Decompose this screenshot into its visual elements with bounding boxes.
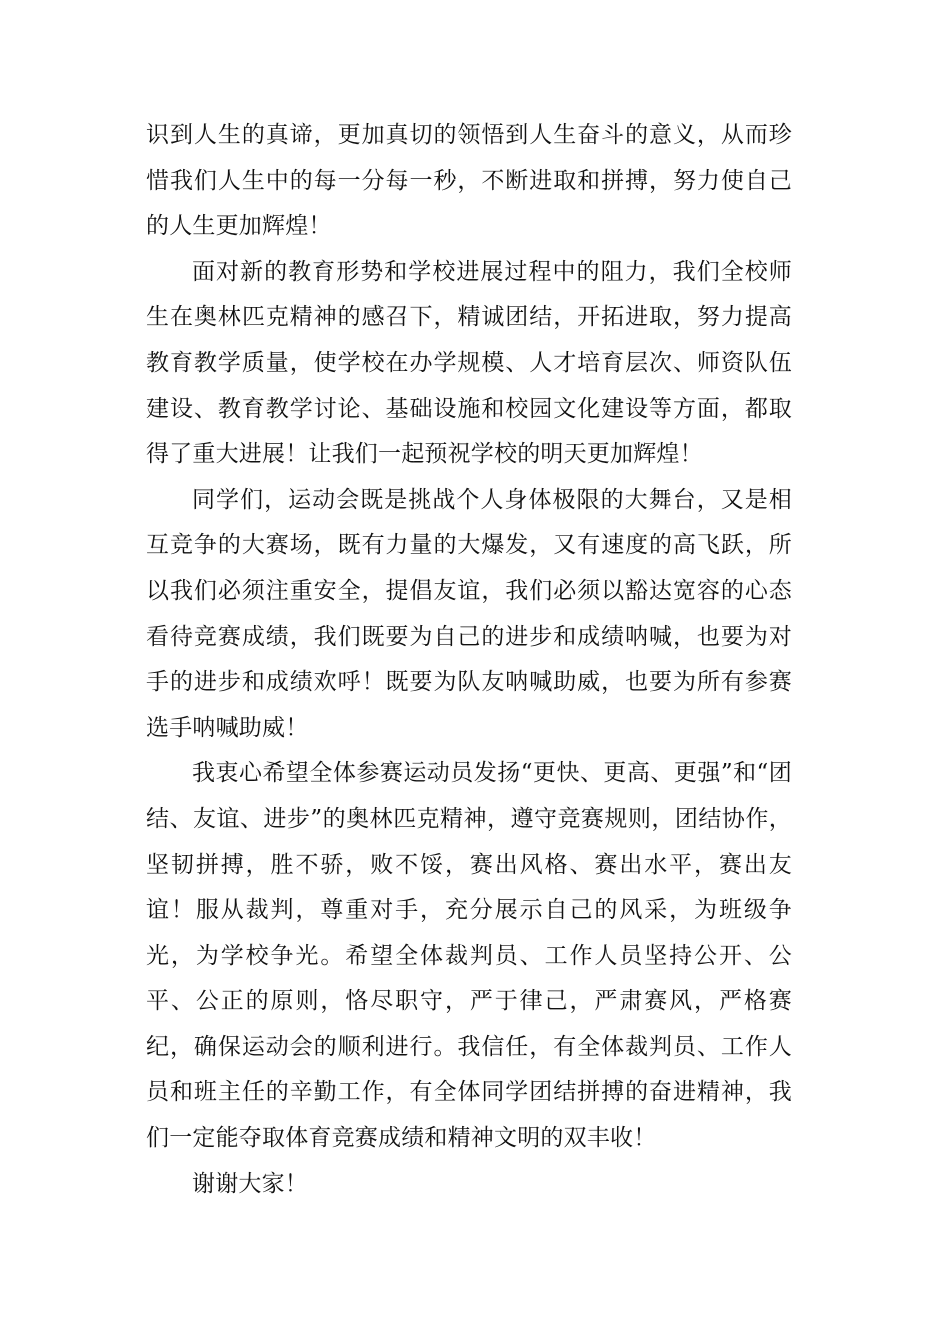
document-body — [146, 113, 792, 1207]
paragraph-school-progress: 面对新的教育形势和学校进展过程中的阻力，我们全校师生在奥林匹克精神的感召下，精诚团结，开拓进取，努力提高教育教学质量，使学校在办学规模、人才培育层次、师资队伍建设、教育教学讨论、基础设施和校园文化建设等方面，都取得了重大进展！让我们一起预祝学校的明天更加辉煌！ — [146, 258, 792, 468]
paragraph-continuation: 识到人生的真谛，更加真切的领悟到人生奋斗的意义，从而珍惜我们人生中的每一分每一秒，不断进取和拼搏，努力使自己的人生更加辉煌！ — [146, 122, 792, 240]
paragraph-students-safety: 同学们，运动会既是挑战个人身体极限的大舞台，又是相互竞争的大赛场，既有力量的大爆发，又有速度的高飞跃，所以我们必须注重安全，提倡友谊，我们必须以豁达宽容的心态看待竞赛成绩，我们既要为自己的进步和成绩呐喊，也要为对手的进步和成绩欢呼！既要为队友呐喊助威，也要为所有参赛选手呐喊助威！ — [146, 486, 792, 741]
paragraph-olympic-spirit: 我衷心希望全体参赛运动员发扬“更快、更高、更强”和“团结、友谊、进步”的奥林匹克精神，遵守竞赛规则，团结协作，坚韧拼搏，胜不骄，败不馁，赛出风格、赛出水平，赛出友谊！服从裁判，尊重对手，充分展示自己的风采，为班级争光，为学校争光。希望全体裁判员、工作人员坚持公开、公平、公正的原则，恪尽职守，严于律己，严肃赛风，严格赛纪，确保运动会的顺利进行。我信任，有全体裁判员、工作人员和班主任的辛勤工作，有全体同学团结拼搏的奋进精神，我们一定能夺取体育竞赛成绩和精神文明的双丰收！ — [146, 760, 792, 1152]
paragraph-thanks: 谢谢大家！ — [192, 1170, 308, 1197]
